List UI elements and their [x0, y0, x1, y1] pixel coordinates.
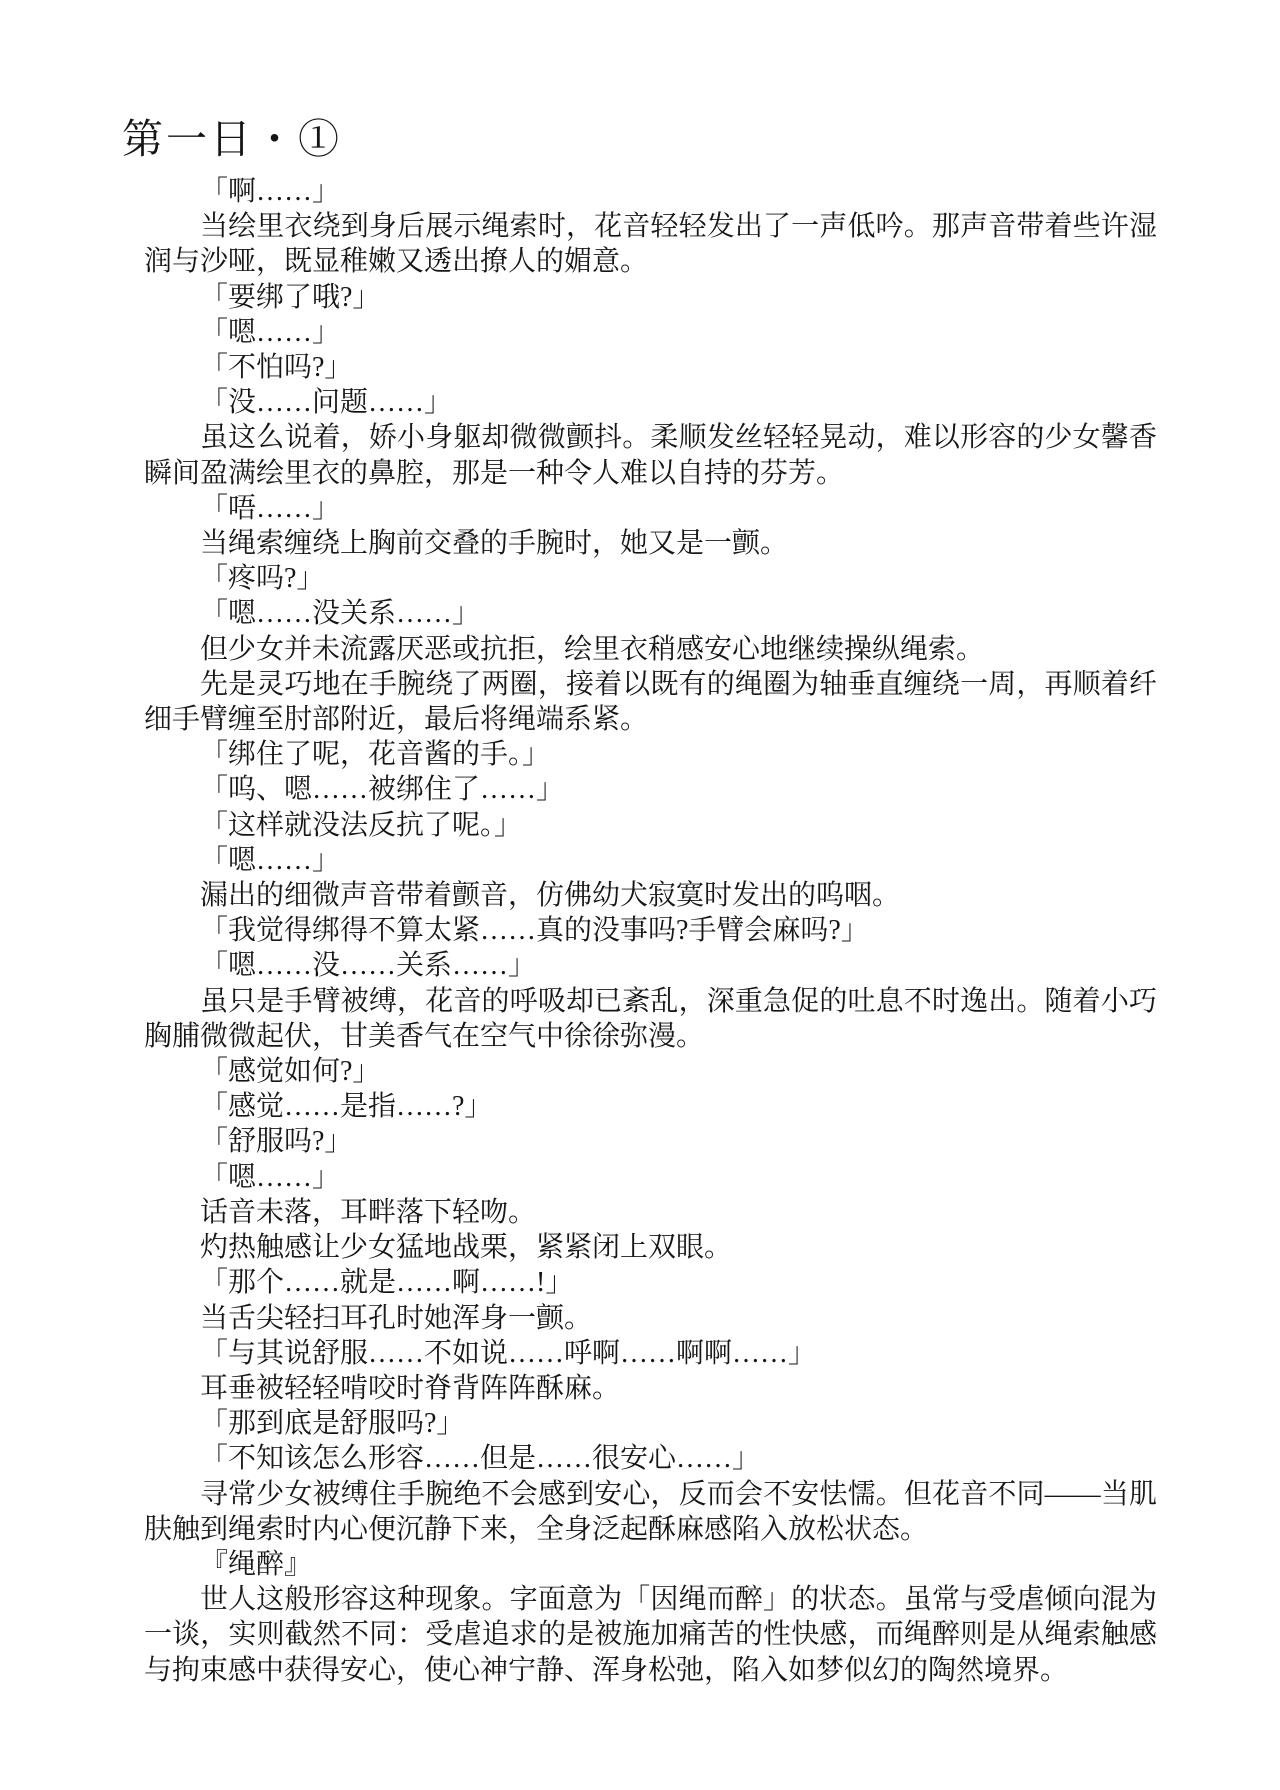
paragraph: 「那个……就是……啊……!」 [200, 1267, 574, 1299]
paragraph: 「绑住了呢，花音酱的手。」 [200, 739, 551, 771]
paragraph: 灼热触感让少女猛地战栗，紧紧闭上双眼。 [200, 1232, 733, 1264]
paragraph: 「要绑了哦?」 [200, 281, 381, 313]
paragraph: 当绳索缠绕上胸前交叠的手腕时，她又是一颤。 [200, 528, 789, 560]
paragraph: 「感觉……是指……?」 [200, 1091, 493, 1123]
paragraph: 「嗯……」 [200, 1161, 341, 1193]
paragraph: 「感觉如何?」 [200, 1056, 381, 1088]
paragraph: 耳垂被轻轻啃咬时脊背阵阵酥麻。 [200, 1372, 621, 1404]
paragraph: 『绳醉』 [200, 1548, 313, 1580]
paragraph: 世人这般形容这种现象。字面意为「因绳而醉」的状态。虽常与受虐倾向混为一谈，实则截然不同：受虐追求的是被施加痛苦的性快感，而绳醉则是从绳索触感与拘束感中获得安心，使心神宁静、浑身松弛，陷入如梦似幻的陶然境界。 [144, 1584, 1157, 1686]
paragraph: 虽只是手臂被缚，花音的呼吸却已紊乱，深重急促的吐息不时逸出。随着小巧胸脯微微起伏，甘美香气在空气中徐徐弥漫。 [144, 985, 1157, 1052]
paragraph: 虽这么说着，娇小身躯却微微颤抖。柔顺发丝轻轻晃动，难以形容的少女馨香瞬间盈满绘里衣的鼻腔，那是一种令人难以自持的芬芳。 [144, 422, 1157, 489]
paragraph: 「舒服吗?」 [200, 1126, 353, 1158]
body-text [144, 174, 1157, 1688]
paragraph: 先是灵巧地在手腕绕了两圈，接着以既有的绳圈为轴垂直缠绕一周，再顺着纤细手臂缠至肘部附近，最后将绳端系紧。 [144, 668, 1157, 736]
paragraph: 「与其说舒服……不如说……呼啊……啊啊……」 [200, 1337, 817, 1369]
paragraph: 「呜、嗯……被绑住了……」 [200, 774, 565, 806]
paragraph: 「不怕吗?」 [200, 352, 353, 384]
paragraph: 「没……问题……」 [200, 387, 453, 419]
paragraph: 「唔……」 [200, 492, 341, 524]
paragraph: 「嗯……」 [200, 316, 341, 348]
paragraph: 「嗯……」 [200, 844, 341, 876]
paragraph: 当绘里衣绕到身后展示绳索时，花音轻轻发出了一声低吟。那声音带着些许湿润与沙哑，既显稚嫩又透出撩人的媚意。 [144, 211, 1157, 278]
paragraph: 「啊……」 [200, 176, 341, 207]
paragraph: 漏出的细微声音带着颤音，仿佛幼犬寂寞时发出的呜咽。 [200, 880, 901, 912]
paragraph: 「疼吗?」 [200, 563, 325, 595]
paragraph: 但少女并未流露厌恶或抗拒，绘里衣稍感安心地继续操纵绳索。 [200, 633, 985, 665]
paragraph: 「我觉得绑得不算太紧……真的没事吗?手臂会麻吗?」 [200, 915, 869, 947]
paragraph: 「这样就没法反抗了呢。」 [200, 809, 523, 841]
paragraph: 话音未落，耳畔落下轻吻。 [200, 1196, 537, 1228]
paragraph: 当舌尖轻扫耳孔时她浑身一颤。 [200, 1302, 593, 1334]
paragraph: 寻常少女被缚住手腕绝不会感到安心，反而会不安怯懦。但花音不同——当肌肤触到绳索时内心便沉静下来，全身泛起酥麻感陷入放松状态。 [144, 1478, 1157, 1545]
paragraph: 「那到底是舒服吗?」 [200, 1408, 465, 1440]
paragraph: 「不知该怎么形容……但是……很安心……」 [200, 1443, 761, 1475]
paragraph: 「嗯……没关系……」 [200, 598, 481, 630]
paragraph: 「嗯……没……关系……」 [200, 950, 537, 982]
page-title: 第一日・① [122, 116, 342, 163]
